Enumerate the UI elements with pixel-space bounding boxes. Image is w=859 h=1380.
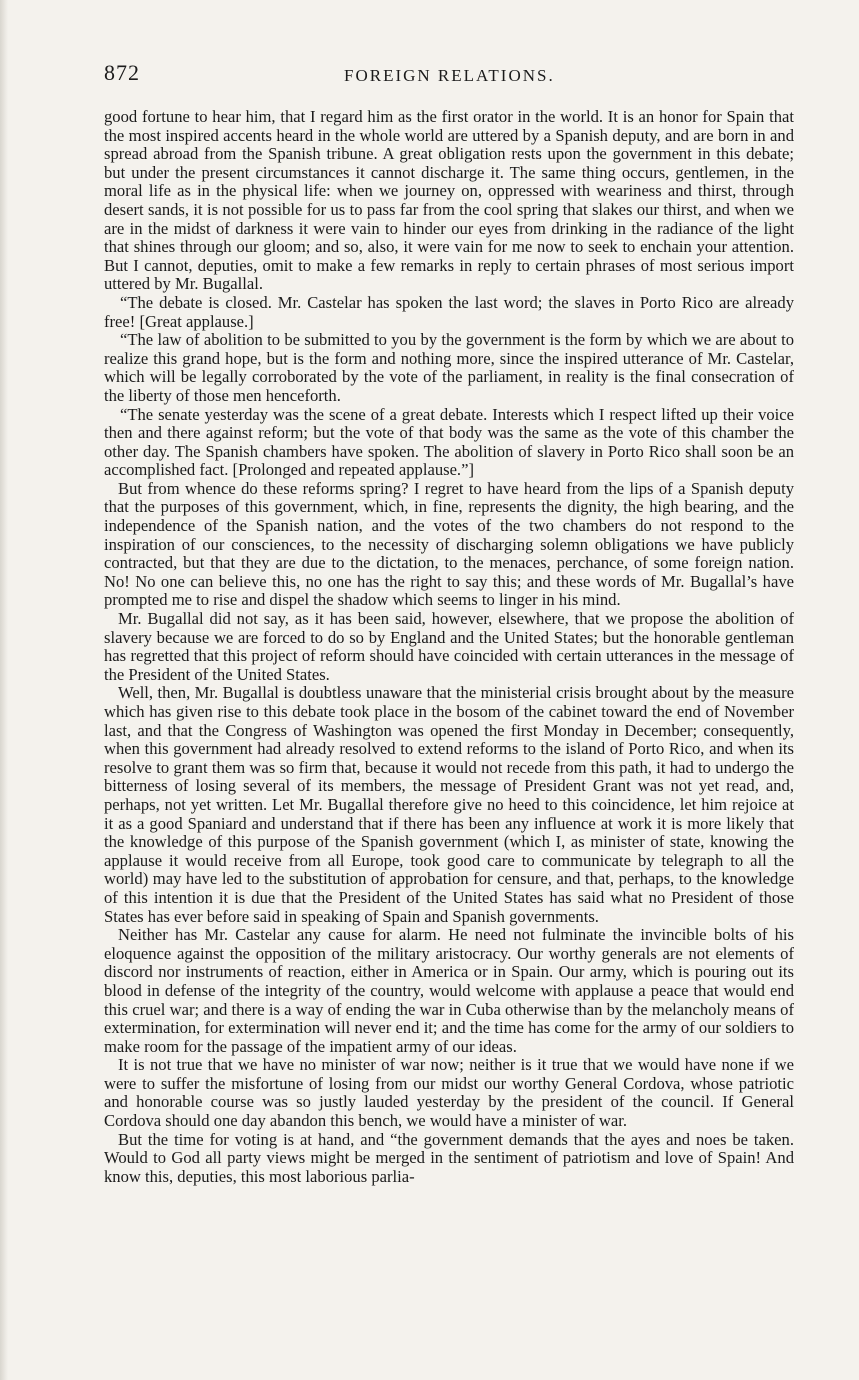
paragraph: good fortune to hear him, that I regard him as the first orator in the world. It is an honor for Spain that the most inspired accents heard in the whole world are uttered by a Spanish deputy, and are born in and spread abroad from the Spanish tribune. A great obligation rests upon the government in this debate; but under the present circumstances it cannot discharge it. The same thing occurs, gentlemen, in the moral life as in the physical life: when we journey on, oppressed with weariness and thirst, through desert sands, it is not possible for us to pass far from the cool spring that slakes our thirst, and when we are in the midst of darkness it were vain to hinder our eyes from drinking in the radiance of the light that shines through our gloom; and so, also, it were vain for me now to seek to enchain your attention. But I cannot, deputies, omit to make a few remarks in reply to certain phrases of most serious import uttered by Mr. Bugallal. <box>104 108 794 294</box>
paragraph: “The law of abolition to be submitted to you by the government is the form by which we are about to realize this grand hope, but is the form and nothing more, since the inspired utterance of Mr. Castelar, which will be legally corroborated by the vote of the parliament, in reality is the final consecration of the liberty of those men henceforth. <box>104 330 794 405</box>
paragraph: Well, then, Mr. Bugallal is doubtless unaware that the ministerial crisis brought about by the measure which has given rise to this debate took place in the bosom of the cabinet toward the end of November last, and that the Congress of Washington was opened the first Monday in December; consequently, when this government had already resolved to extend reforms to the island of Porto Rico, and when its resolve to grant them was so firm that, because it would not recede from this path, it had to undergo the bitterness of losing several of its members, the message of President Grant was not yet read, and, perhaps, not yet written. Let Mr. Bugallal therefore give no heed to this coincidence, let him rejoice at it as a good Spaniard and understand that if there has been any influence at work it is more likely that the knowledge of this purpose of the Spanish government (which I, as minister of state, knowing the applause it would receive from all Europe, took good care to communicate by telegraph to all the world) may have led to the substitution of approbation for censure, and that, perhaps, to the knowledge of this intention it is due that the President of the United States has said what no President of those States has ever before said in speaking of Spain and Spanish governments. <box>104 683 794 926</box>
paragraph: “The debate is closed. Mr. Castelar has spoken the last word; the slaves in Porto Rico are already free! [Great applause.] <box>104 292 794 331</box>
page-header <box>104 60 794 94</box>
paragraph: Mr. Bugallal did not say, as it has been said, however, elsewhere, that we propose the abolition of slavery because we are forced to do so by England and the United States; but the honorable gentleman has regretted that this project of reform should have coincided with certain utterances in the message of the President of the United States. <box>104 609 794 684</box>
page-number: 872 <box>104 60 140 85</box>
body-text <box>104 108 794 1328</box>
paragraph: But the time for voting is at hand, and “the government demands that the ayes and noes be taken. Would to God all party views might be merged in the sentiment of patriotism and love of Spain! And know this, deputies, this most laborious parlia- <box>104 1129 794 1186</box>
paragraph: “The senate yesterday was the scene of a great debate. Interests which I respect lifted up their voice then and there against reform; but the vote of that body was the same as the vote of this chamber the other day. The Spanish chambers have spoken. The abolition of slavery in Porto Rico shall soon be an accomplished fact. [Prolonged and repeated applause.”] <box>104 404 794 480</box>
paragraph: But from whence do these reforms spring? I regret to have heard from the lips of a Spanish deputy that the purposes of this government, which, in fine, represents the dignity, the high bearing, and the independence of the Spanish nation, and the votes of the two chambers do not respond to the inspiration of our consciences, to the necessity of discharging solemn obligations we have publicly contracted, but that they are due to the dictation, to the menaces, perchance, of some foreign nation. No! No one can believe this, no one has the right to say this; and these words of Mr. Bugallal’s have prompted me to rise and dispel the shadow which seems to linger in his mind. <box>104 478 794 610</box>
paragraph: Neither has Mr. Castelar any cause for alarm. He need not fulminate the invincible bolts of his eloquence against the opposition of the military aristocracy. Our worthy generals are not elements of discord nor instruments of reaction, either in America or in Spain. Our army, which is pouring out its blood in defense of the integrity of the country, would welcome with applause a peace that would end this cruel war; and there is a way of ending the war in Cuba otherwise than by the melancholy means of extermination, for extermination will never end it; and the time has come for the army of our soldiers to make room for the passage of the impatient army of our ideas. <box>104 925 794 1056</box>
page-edge-shadow <box>0 0 8 1380</box>
paragraph: It is not true that we have no minister of war now; neither is it true that we would have none if we were to suffer the misfortune of losing from our midst our worthy General Cordova, whose patriotic and honorable course was so justly lauded yesterday by the president of the council. If General Cordova should one day abandon this bench, we would have a minister of war. <box>104 1055 794 1131</box>
running-head: FOREIGN RELATIONS. <box>344 66 555 85</box>
